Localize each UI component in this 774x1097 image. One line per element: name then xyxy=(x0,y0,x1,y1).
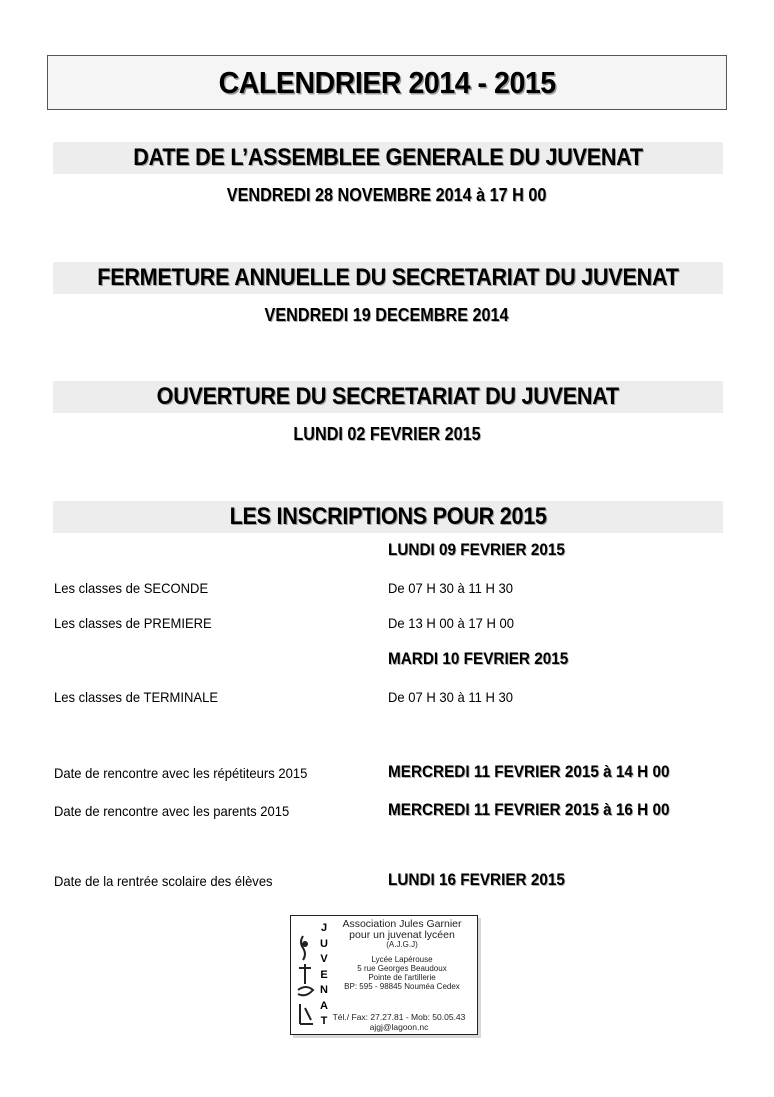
row-repetiteurs xyxy=(0,762,774,787)
section-assemblee-date: VENDREDI 28 NOVEMBRE 2014 à 17 H 00 xyxy=(227,185,547,205)
row-rentree xyxy=(0,870,774,895)
section-inscriptions-heading: LES INSCRIPTIONS POUR 2015 xyxy=(229,503,547,530)
parents-label: Date de rencontre avec les parents 2015 xyxy=(54,803,290,819)
inscriptions-day-2: MARDI 10 FEVRIER 2015 xyxy=(388,649,569,668)
stamp-contact: Tél./ Fax: 27.27.81 - Mob: 50.05.43 ajgj@lagoon.nc xyxy=(332,1012,466,1032)
terminale-label: Les classes de TERMINALE xyxy=(54,689,219,705)
repetiteurs-date: MERCREDI 11 FEVRIER 2015 à 14 H 00 xyxy=(388,762,670,781)
stamp-vertical-word: J U V E N A T xyxy=(320,922,328,1027)
rentree-label: Date de la rentrée scolaire des élèves xyxy=(54,873,273,889)
section-assemblee-heading: DATE DE L’ASSEMBLEE GENERALE DU JUVENAT xyxy=(133,144,643,171)
premiere-time: De 13 H 00 à 17 H 00 xyxy=(388,615,514,631)
juvenat-logo-icon xyxy=(295,924,317,1028)
row-terminale xyxy=(0,689,774,711)
association-stamp xyxy=(290,915,478,1035)
section-ouverture-date: LUNDI 02 FEVRIER 2015 xyxy=(293,424,481,444)
inscriptions-day-1: LUNDI 09 FEVRIER 2015 xyxy=(388,540,565,559)
rentree-date: LUNDI 16 FEVRIER 2015 xyxy=(388,870,565,889)
repetiteurs-label: Date de rencontre avec les répétiteurs 2015 xyxy=(54,765,308,781)
row-premiere xyxy=(0,615,774,637)
row-seconde xyxy=(0,580,774,602)
seconde-label: Les classes de SECONDE xyxy=(54,580,209,596)
row-parents xyxy=(0,800,774,825)
parents-date: MERCREDI 11 FEVRIER 2015 à 16 H 00 xyxy=(388,800,670,819)
section-inscriptions-heading-band xyxy=(53,501,723,533)
section-fermeture-heading: FERMETURE ANNUELLE DU SECRETARIAT DU JUVENAT xyxy=(97,264,679,291)
premiere-label: Les classes de PREMIERE xyxy=(54,615,212,631)
document-title: CALENDRIER 2014 - 2015 xyxy=(218,64,556,100)
terminale-time: De 07 H 30 à 11 H 30 xyxy=(388,689,513,705)
stamp-address: Association Jules Garnier pour un juvenat lycéen (A.J.G.J) Lycée Lapérouse 5 rue Georges Beaudoux Pointe de l'artillerie BP: 595 - 98845 Nouméa Cedex xyxy=(342,918,462,991)
section-fermeture-date: VENDREDI 19 DECEMBRE 2014 xyxy=(265,305,509,325)
section-fermeture-heading-band xyxy=(53,262,723,294)
section-assemblee-heading-band xyxy=(53,142,723,174)
section-ouverture-heading: OUVERTURE DU SECRETARIAT DU JUVENAT xyxy=(156,383,620,410)
section-ouverture-heading-band xyxy=(53,381,723,413)
document-title-box xyxy=(47,55,727,110)
seconde-time: De 07 H 30 à 11 H 30 xyxy=(388,580,513,596)
